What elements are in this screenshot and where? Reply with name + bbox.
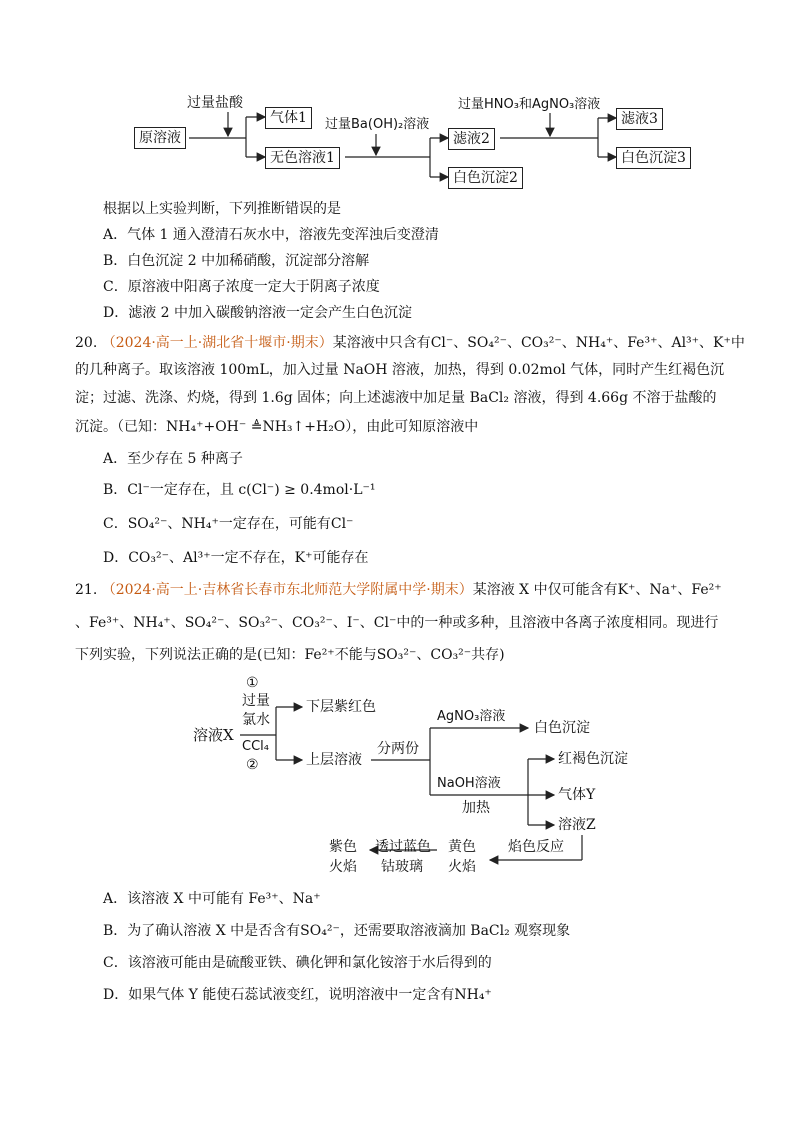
label-yellow: 黄色 [448, 839, 476, 855]
label-naoh-solution: NaOH溶液 [437, 776, 501, 791]
q21-source: （2024·高一上·吉林省长春市东北师范大学附属中学·期末） [101, 582, 473, 598]
label-lower-layer-purple: 下层紫红色 [306, 699, 376, 715]
q20-source: （2024·高一上·湖北省十堰市·期末） [101, 335, 333, 351]
label-agno3-solution: AgNO₃溶液 [437, 709, 506, 724]
q21-option-d: D．如果气体 Y 能使石蕊试液变红，说明溶液中一定含有NH₄⁺ [103, 987, 492, 1003]
q21-line2: 、Fe³⁺、NH₄⁺、SO₄²⁻、SO₃²⁻、CO₃²⁻、I⁻、Cl⁻中的一种或多种，且溶液中各离子浓度相同。现进行 [75, 615, 719, 631]
q19-option-c: C．原溶液中阳离子浓度一定大于阴离子浓度 [103, 279, 380, 295]
label-excess-baoh2: 过量Ba(OH)₂溶液 [325, 117, 430, 132]
label-red-brown-precipitate: 红褐色沉淀 [558, 751, 628, 767]
label-circle-1: ① [246, 675, 259, 691]
box-filtrate-2: 滤液2 [448, 128, 495, 150]
q21-option-c: C．该溶液可能由是硫酸亚铁、碘化钾和氯化铵溶于水后得到的 [103, 955, 492, 971]
q19-option-d: D．滤液 2 中加入碳酸钠溶液一定会产生白色沉淀 [103, 305, 413, 321]
label-excess-hcl: 过量盐酸 [187, 95, 243, 111]
label-flame-purple: 火焰 [329, 859, 357, 875]
label-cobalt-glass: 钴玻璃 [381, 859, 423, 875]
q19-option-a: A．气体 1 通入澄清石灰水中，溶液先变浑浊后变澄清 [103, 227, 439, 243]
q20-number: 20. [75, 335, 98, 351]
q19-stem: 根据以上实验判断，下列推断错误的是 [103, 201, 341, 217]
q21-line1-text: 某溶液 X 中仅可能含有K⁺、Na⁺、Fe²⁺ [472, 582, 722, 598]
box-white-precipitate-3: 白色沉淀3 [616, 147, 691, 169]
label-solution-x: 溶液X [193, 726, 234, 744]
label-flame-test: 焰色反应 [508, 839, 564, 855]
box-gas-1: 气体1 [265, 107, 312, 129]
label-excess-hno3-agno3: 过量HNO₃和AgNO₃溶液 [458, 97, 601, 112]
label-gas-y: 气体Y [558, 787, 596, 803]
q20-line2: 的几种离子。取该溶液 100mL，加入过量 NaOH 溶液，加热，得到 0.02mol 气体，同时产生红褐色沉 [75, 362, 725, 378]
q21-line3: 下列实验，下列说法正确的是(已知：Fe²⁺不能与SO₃²⁻、CO₃²⁻共存) [75, 647, 505, 663]
box-original-solution: 原溶液 [134, 127, 186, 149]
q21-number: 21. [75, 582, 98, 598]
label-through-blue: 透过蓝色 [375, 839, 431, 855]
q20-option-c: C．SO₄²⁻、NH₄⁺一定存在，可能有Cl⁻ [103, 516, 354, 532]
q20-option-b: B．Cl⁻一定存在，且 c(Cl⁻) ≥ 0.4mol·L⁻¹ [103, 482, 376, 498]
label-heat: 加热 [462, 800, 490, 816]
q20-option-d: D．CO₃²⁻、Al³⁺一定不存在，K⁺可能存在 [103, 550, 369, 566]
box-filtrate-3: 滤液3 [616, 108, 663, 130]
label-circle-2: ② [246, 757, 259, 773]
label-upper-layer-solution: 上层溶液 [306, 752, 362, 768]
label-flame-yellow: 火焰 [448, 859, 476, 875]
q20-option-a: A．至少存在 5 种离子 [103, 451, 243, 467]
q20-line4: 沉淀。（已知：NH₄⁺+OH⁻ ≜NH₃↑+H₂O），由此可知原溶液中 [75, 419, 479, 435]
label-reagent-chlorine-water: 氯水 [242, 712, 270, 728]
q20-line3: 淀；过滤、洗涤、灼烧，得到 1.6g 固体；向上述滤液中加足量 BaCl₂ 溶液，得到 4.66g 不溶于盐酸的 [75, 390, 717, 406]
label-split-two: 分两份 [377, 741, 419, 757]
label-reagent-excess: 过量 [242, 693, 270, 709]
q21-option-b: B．为了确认溶液 X 中是否含有SO₄²⁻，还需要取溶液滴加 BaCl₂ 观察现象 [103, 923, 571, 939]
box-white-precipitate-2: 白色沉淀2 [448, 167, 523, 189]
q19-option-b: B．白色沉淀 2 中加稀硝酸，沉淀部分溶解 [103, 253, 370, 269]
label-reagent-ccl4: CCl₄ [242, 739, 269, 754]
label-solution-z: 溶液Z [558, 817, 596, 833]
label-purple: 紫色 [329, 839, 357, 855]
label-white-precipitate: 白色沉淀 [534, 720, 590, 736]
q20-line1-text: 某溶液中只含有Cl⁻、SO₄²⁻、CO₃²⁻、NH₄⁺、Fe³⁺、Al³⁺、K⁺中 [332, 335, 745, 351]
q21-option-a: A．该溶液 X 中可能有 Fe³⁺、Na⁺ [103, 891, 321, 907]
box-colorless-solution-1: 无色溶液1 [265, 147, 340, 169]
